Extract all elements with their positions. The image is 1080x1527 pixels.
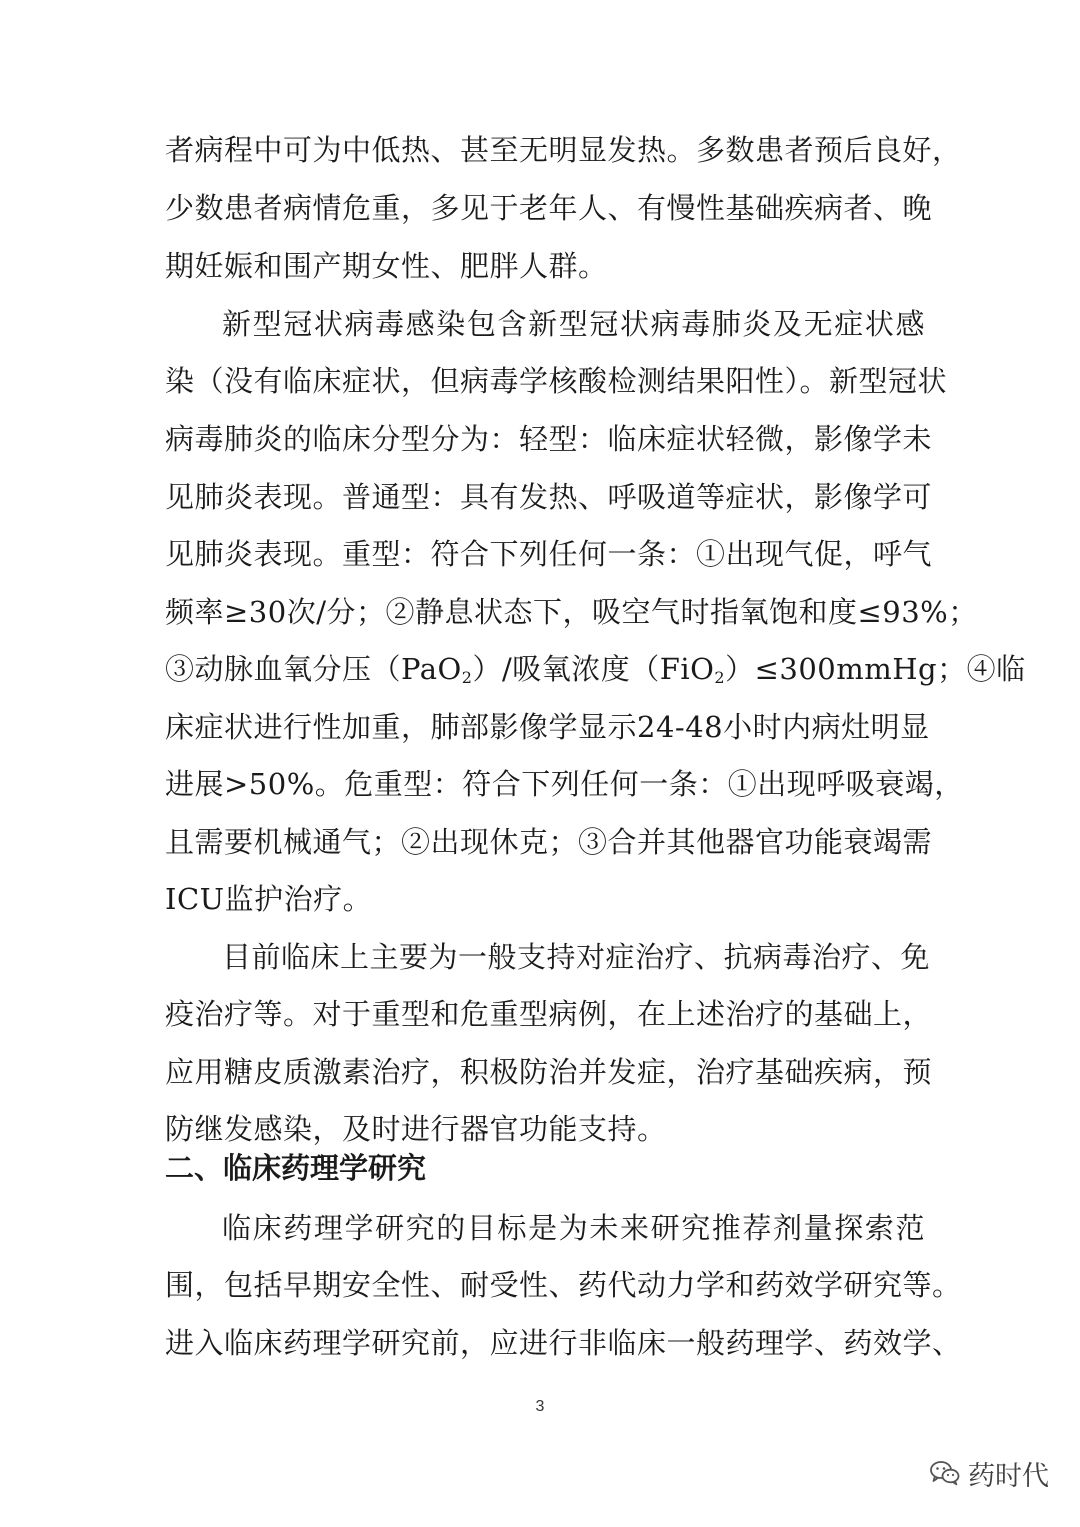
- section-heading: 二、临床药理学研究: [165, 1151, 427, 1185]
- paragraph-1-line-1: 者病程中可为中低热、甚至无明显发热。多数患者预后良好，: [165, 133, 962, 167]
- watermark: [930, 1453, 1049, 1493]
- paragraph-3-line-4: 防继发感染，及时进行器官功能支持。: [165, 1112, 667, 1146]
- line-7-post: ）≤300mmHg；④临: [725, 652, 1026, 686]
- line-7-pre: ③动脉血氧分压（PaO: [165, 652, 462, 686]
- fio2-subscript: 2: [714, 668, 726, 687]
- watermark-text: 药时代: [968, 1460, 1049, 1492]
- paragraph-2-line-2: 染（没有临床症状，但病毒学核酸检测结果阳性）。新型冠状: [165, 364, 948, 398]
- paragraph-2-line-9: 进展>50%。危重型：符合下列任何一条：①出现呼吸衰竭，: [165, 767, 964, 801]
- paragraph-1-line-2: 少数患者病情危重，多见于老年人、有慢性基础疾病者、晚: [165, 191, 933, 225]
- section-paragraph-line-2: 围，包括早期安全性、耐受性、药代动力学和药效学研究等。: [165, 1268, 962, 1302]
- paragraph-1-line-3: 期妊娠和围产期女性、肥胖人群。: [165, 249, 608, 283]
- paragraph-2-line-10: 且需要机械通气；②出现休克；③合并其他器官功能衰竭需: [165, 825, 933, 859]
- paragraph-2-line-3: 病毒肺炎的临床分型分为：轻型：临床症状轻微，影像学未: [165, 422, 933, 456]
- paragraph-2-line-6: 频率≥30次/分；②静息状态下，吸空气时指氧饱和度≤93%；: [165, 595, 978, 629]
- paragraph-3-line-2: 疫治疗等。对于重型和危重型病例，在上述治疗的基础上，: [165, 997, 933, 1031]
- pao2-subscript: 2: [461, 668, 473, 687]
- page-number: 3: [535, 1398, 545, 1415]
- wechat-icon: [930, 1460, 960, 1486]
- paragraph-2-line-8: 床症状进行性加重，肺部影像学显示24-48小时内病灶明显: [165, 710, 930, 744]
- paragraph-2-line-5: 见肺炎表现。重型：符合下列任何一条：①出现气促，呼气: [165, 537, 933, 571]
- paragraph-2-line-4: 见肺炎表现。普通型：具有发热、呼吸道等症状，影像学可: [165, 480, 933, 514]
- paragraph-2-line-7: [165, 649, 1026, 689]
- paragraph-3-line-1: 目前临床上主要为一般支持对症治疗、抗病毒治疗、免: [222, 940, 931, 974]
- paragraph-3-line-3: 应用糖皮质激素治疗，积极防治并发症，治疗基础疾病，预: [165, 1055, 933, 1089]
- section-paragraph-line-1: 临床药理学研究的目标是为未来研究推荐剂量探索范: [222, 1211, 925, 1245]
- line-7-mid: ）/吸氧浓度（FiO: [472, 652, 715, 686]
- paragraph-2-line-11: ICU监护治疗。: [165, 882, 373, 916]
- paragraph-2-line-1: 新型冠状病毒感染包含新型冠状病毒肺炎及无症状感: [222, 307, 925, 341]
- section-paragraph-line-3: 进入临床药理学研究前，应进行非临床一般药理学、药效学、: [165, 1326, 962, 1360]
